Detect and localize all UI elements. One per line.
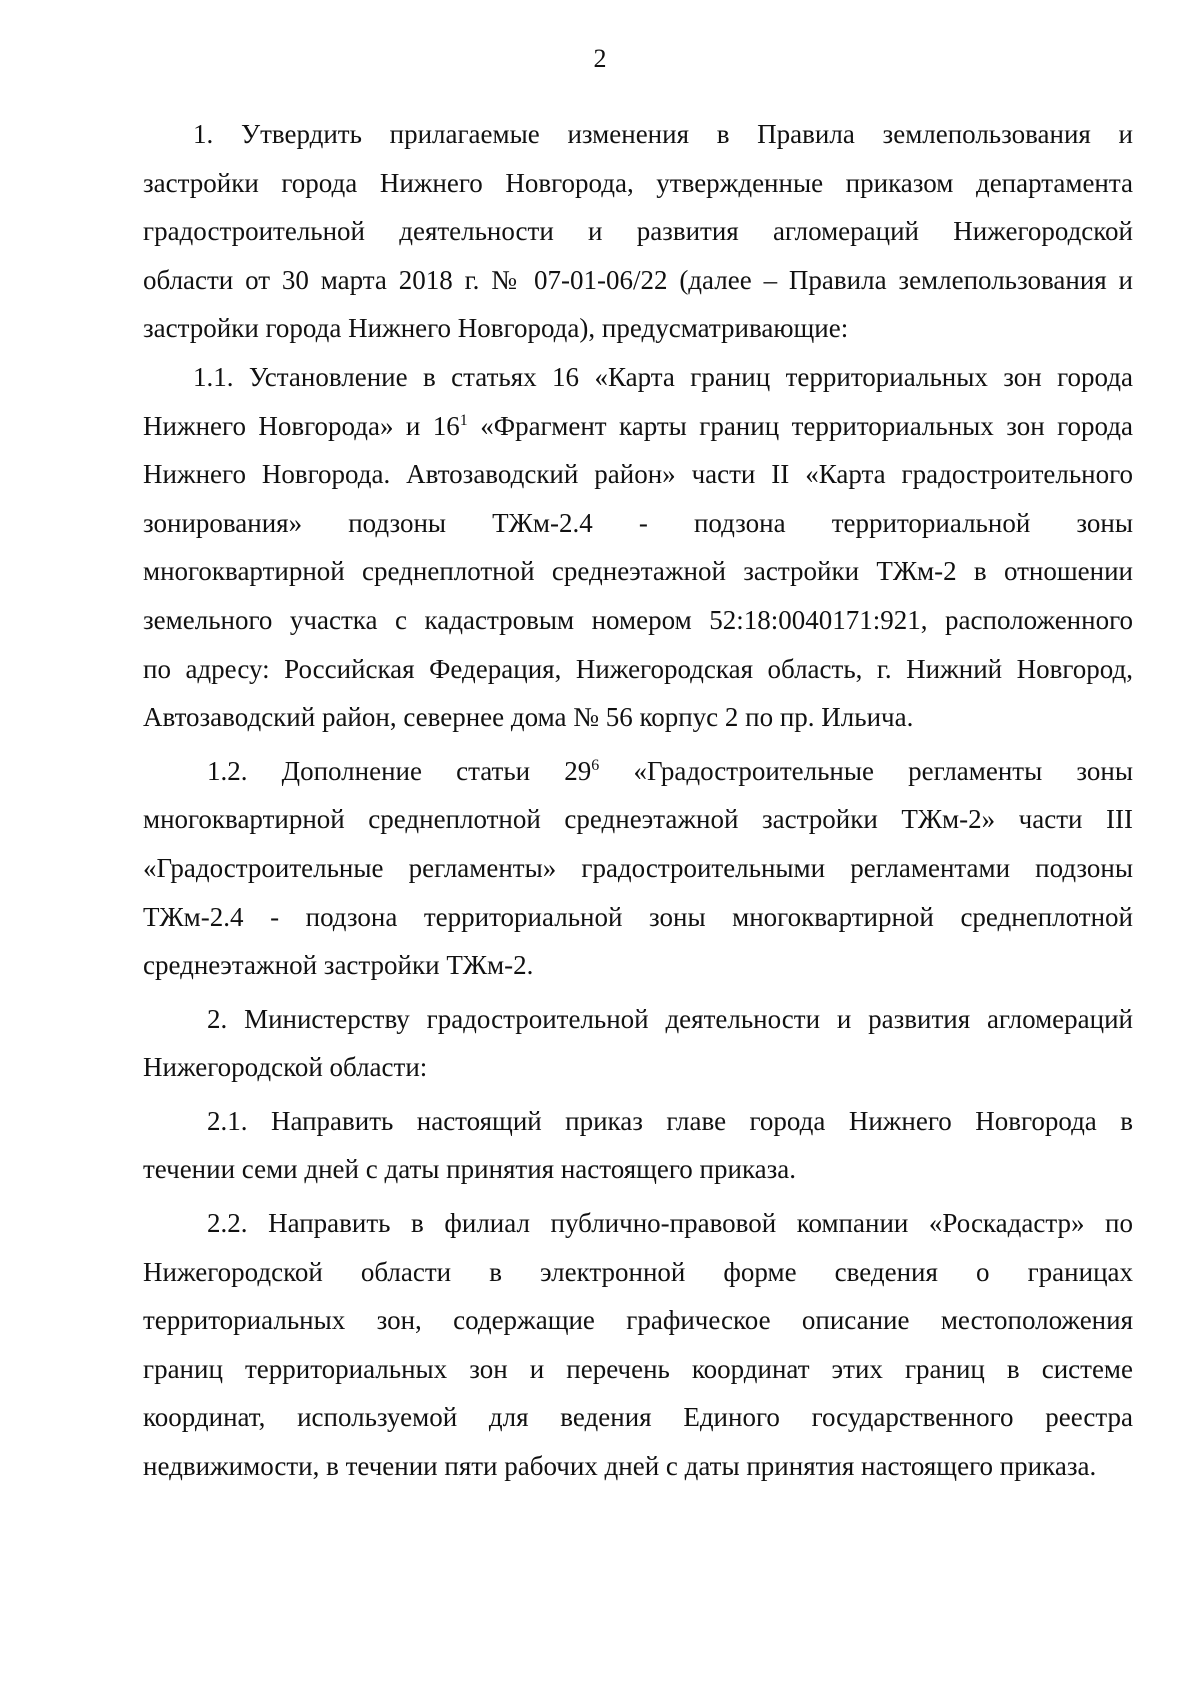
text-line: Нижнего Новгорода. Автозаводский район» части II «Карта градостроительного: [143, 459, 1133, 490]
text-line: 1.1. Установление в статьях 16 «Карта границ территориальных зон города: [193, 361, 1133, 392]
text-line: области от 30 марта 2018 г. № 07-01-06/22 (далее – Правила землепользования и: [143, 264, 1133, 295]
text-line: границ территориальных зон и перечень координат этих границ в системе: [143, 1353, 1133, 1384]
page-number: 2: [593, 44, 607, 73]
text-line: ТЖм-2.4 - подзона территориальной зоны многоквартирной среднеплотной: [143, 901, 1133, 932]
text-segment: «Фрагмент карты границ территориальных зон города: [467, 410, 1133, 441]
text-line: среднеэтажной застройки ТЖм-2.: [143, 950, 534, 981]
paragraph-2-1: [143, 1097, 1133, 1194]
paragraph-2-2: [143, 1199, 1133, 1491]
text-line: [143, 402, 1133, 451]
text-line: застройки города Нижнего Новгорода), предусматривающие:: [143, 313, 849, 344]
text-line: территориальных зон, содержащие графическое описание местоположения: [143, 1305, 1133, 1336]
superscript: 6: [591, 756, 600, 774]
text-line: Автозаводский район, севернее дома № 56 корпус 2 по пр. Ильича.: [143, 702, 914, 733]
text-line: многоквартирной среднеплотной среднеэтажной застройки ТЖм-2» части III: [143, 804, 1133, 835]
text-line: 2. Министерству градостроительной деятельности и развития агломераций: [207, 1003, 1133, 1034]
text-line: 2.2. Направить в филиал публично-правовой компании «Роскадастр» по: [207, 1208, 1133, 1239]
text-line: градостроительной деятельности и развития агломераций Нижегородской: [143, 216, 1133, 247]
superscript: 1: [459, 411, 468, 429]
text-line: 1. Утвердить прилагаемые изменения в Правила землепользования и: [193, 119, 1133, 149]
text-line: координат, используемой для ведения Единого государственного реестра: [143, 1402, 1133, 1433]
text-segment: 1.2. Дополнение статьи 29: [207, 755, 592, 786]
text-line: земельного участка с кадастровым номером 52:18:0040171:921, расположенного: [143, 604, 1133, 635]
text-line: Нижегородской области в электронной форме сведения о границах: [143, 1256, 1133, 1287]
document-body: [143, 110, 1133, 1491]
paragraph-1: [143, 110, 1133, 353]
paragraph-1-1: [143, 353, 1133, 742]
text-line: 2.1. Направить настоящий приказ главе города Нижнего Новгорода в: [207, 1105, 1133, 1136]
text-segment: Нижнего Новгорода» и 16: [143, 410, 460, 441]
text-line: «Градостроительные регламенты» градостроительными регламентами подзоны: [143, 852, 1133, 883]
text-line: Нижегородской области:: [143, 1052, 428, 1083]
text-segment: «Градостроительные регламенты зоны: [599, 755, 1133, 786]
text-line: зонирования» подзоны ТЖм-2.4 - подзона территориальной зоны: [143, 507, 1133, 538]
text-line: течении семи дней с даты принятия настоящего приказа.: [143, 1154, 797, 1185]
text-line: застройки города Нижнего Новгорода, утвержденные приказом департамента: [143, 167, 1133, 198]
text-line: недвижимости, в течении пяти рабочих дней с даты принятия настоящего приказа.: [143, 1451, 1097, 1482]
text-line: [143, 747, 1133, 796]
paragraph-2: [143, 995, 1133, 1092]
paragraph-1-2: [143, 747, 1133, 990]
text-line: многоквартирной среднеплотной среднеэтажной застройки ТЖм-2 в отношении: [143, 556, 1133, 587]
text-line: по адресу: Российская Федерация, Нижегородская область, г. Нижний Новгород,: [143, 653, 1133, 684]
